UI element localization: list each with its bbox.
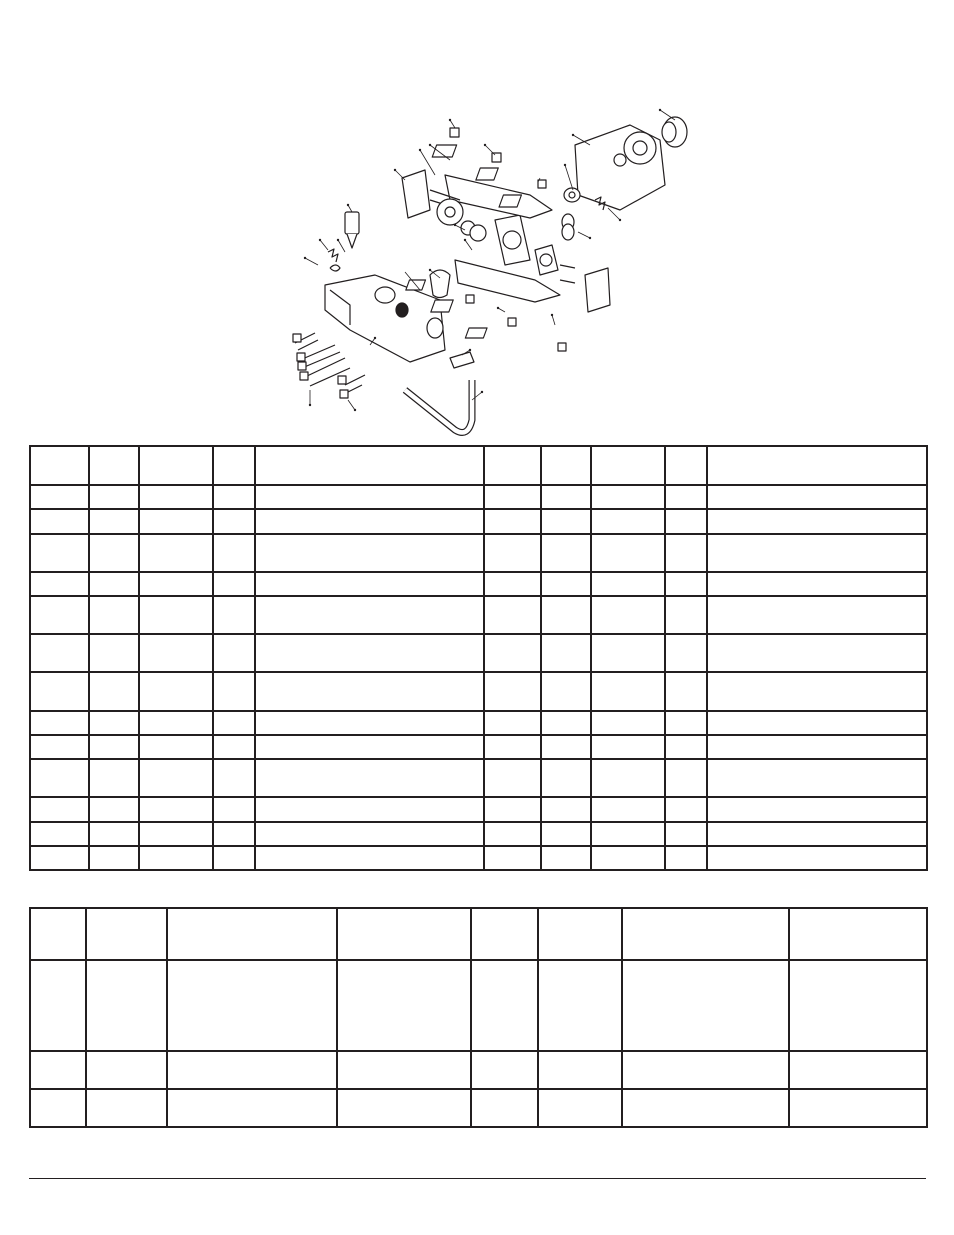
- table-row: [30, 509, 927, 534]
- parts-list-table: [29, 445, 928, 871]
- table-row: [30, 759, 927, 797]
- nozzle-fitting: [450, 352, 474, 368]
- exploded-pump-diagram: [290, 100, 700, 445]
- table-row: [30, 846, 927, 870]
- table-row: [30, 672, 927, 711]
- table-row: [30, 1089, 927, 1127]
- table-header-row: [30, 446, 927, 485]
- table-header-row: [30, 908, 927, 960]
- table-row: [30, 534, 927, 572]
- left-housing: [402, 170, 430, 218]
- elbow-pipe: [405, 380, 472, 432]
- table-row: [30, 634, 927, 672]
- table-row: [30, 596, 927, 634]
- spring: [328, 249, 338, 262]
- retainer-plate: [432, 145, 456, 157]
- table-row: [30, 735, 927, 759]
- right-bracket: [585, 268, 610, 312]
- table-row: [30, 822, 927, 846]
- repair-kits-table: [29, 907, 928, 1128]
- table-row: [30, 485, 927, 509]
- table-row: [30, 1051, 927, 1089]
- manifold-port: [427, 318, 443, 338]
- table-row: [30, 711, 927, 735]
- bolt-set: [293, 333, 365, 398]
- table-row: [30, 572, 927, 596]
- valve-cap: [345, 212, 359, 234]
- table-row: [30, 960, 927, 1051]
- footer-divider: [29, 1178, 926, 1179]
- table-row: [30, 797, 927, 822]
